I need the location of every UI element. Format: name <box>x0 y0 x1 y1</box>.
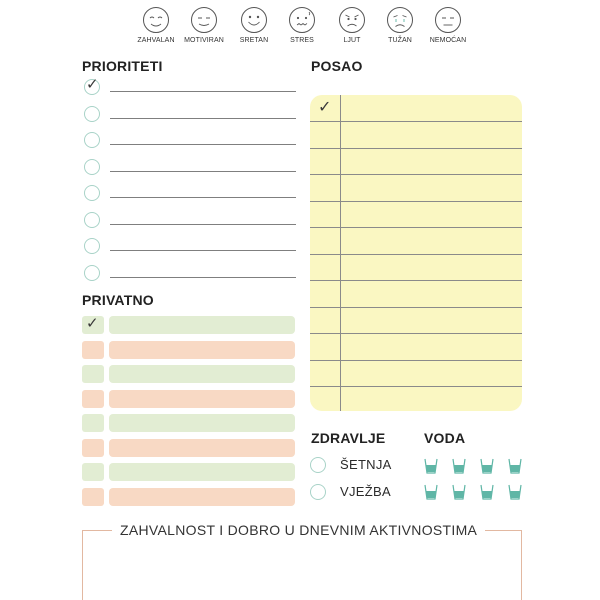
checkbox-circle[interactable] <box>84 106 100 122</box>
margin-line <box>340 95 341 411</box>
ruled-line <box>310 148 522 149</box>
water-glass-icon[interactable] <box>508 458 522 474</box>
mood-happy[interactable] <box>230 6 278 44</box>
mood-label: NEMOĆAN <box>429 37 467 44</box>
zdravlje-heading: ZDRAVLJE <box>311 430 386 446</box>
priority-item[interactable] <box>84 211 296 229</box>
checkmark-icon: ✓ <box>86 75 99 93</box>
priority-item[interactable] <box>84 158 296 176</box>
priority-item[interactable] <box>84 184 296 202</box>
helpless-face-icon <box>434 6 462 34</box>
write-line[interactable] <box>110 250 296 251</box>
write-field[interactable] <box>109 365 295 383</box>
checkbox-square[interactable] <box>82 341 104 359</box>
write-line[interactable] <box>110 277 296 278</box>
private-item[interactable] <box>82 365 295 383</box>
write-field[interactable] <box>109 316 295 334</box>
voda-heading: VODA <box>424 430 466 446</box>
ruled-line <box>310 201 522 202</box>
mood-label: MOTIVIRAN <box>184 37 224 44</box>
health-item-exercise[interactable] <box>310 483 420 501</box>
write-line[interactable] <box>110 144 296 145</box>
grateful-face-icon <box>142 6 170 34</box>
health-item-label: VJEŽBA <box>340 484 391 499</box>
checkbox-square[interactable] <box>82 439 104 457</box>
private-item[interactable] <box>82 488 295 506</box>
checkbox-square[interactable] <box>82 463 104 481</box>
priority-item[interactable] <box>84 264 296 282</box>
mood-label: ZAHVALAN <box>137 37 175 44</box>
mood-helpless[interactable] <box>424 6 472 44</box>
prioriteti-heading: PRIORITETI <box>82 58 163 74</box>
checkbox-circle[interactable] <box>84 212 100 228</box>
mood-motivated[interactable] <box>180 6 228 44</box>
privatno-heading: PRIVATNO <box>82 292 154 308</box>
write-field[interactable] <box>109 341 295 359</box>
angry-face-icon <box>338 6 366 34</box>
write-line[interactable] <box>110 197 296 198</box>
checkbox-circle[interactable] <box>84 185 100 201</box>
write-field[interactable] <box>109 439 295 457</box>
motivated-face-icon <box>190 6 218 34</box>
water-glass-icon[interactable] <box>480 458 494 474</box>
gratitude-title: ZAHVALNOST I DOBRO U DNEVNIM AKTIVNOSTIMA <box>112 522 485 538</box>
private-item[interactable] <box>82 463 295 481</box>
ruled-line <box>310 280 522 281</box>
ruled-line <box>310 307 522 308</box>
mood-label: TUŽAN <box>388 37 412 44</box>
write-field[interactable] <box>109 414 295 432</box>
write-field[interactable] <box>109 488 295 506</box>
water-glass-icon[interactable] <box>424 484 438 500</box>
checkbox-circle[interactable] <box>84 132 100 148</box>
private-item[interactable] <box>82 341 295 359</box>
happy-face-icon <box>240 6 268 34</box>
posao-notepad[interactable] <box>310 95 522 411</box>
private-item[interactable] <box>82 414 295 432</box>
checkbox-circle[interactable] <box>310 484 326 500</box>
write-line[interactable] <box>110 91 296 92</box>
mood-tracker <box>132 6 472 50</box>
water-glass-icon[interactable] <box>424 458 438 474</box>
health-item-label: ŠETNJA <box>340 457 392 472</box>
checkbox-circle[interactable] <box>84 265 100 281</box>
ruled-line <box>310 254 522 255</box>
ruled-line <box>310 174 522 175</box>
private-item[interactable] <box>82 390 295 408</box>
mood-label: LJUT <box>343 37 361 44</box>
health-item-walk[interactable] <box>310 456 420 474</box>
water-glass-icon[interactable] <box>480 484 494 500</box>
mood-sad[interactable] <box>376 6 424 44</box>
write-line[interactable] <box>110 171 296 172</box>
priority-item[interactable] <box>84 75 296 96</box>
mood-grateful[interactable] <box>132 6 180 44</box>
sad-face-icon <box>386 6 414 34</box>
write-field[interactable] <box>109 463 295 481</box>
water-glass-icon[interactable] <box>508 484 522 500</box>
water-glass-icon[interactable] <box>452 484 466 500</box>
private-item[interactable] <box>82 439 295 457</box>
checkmark-icon: ✓ <box>86 314 99 332</box>
mood-stressed[interactable] <box>278 6 326 44</box>
ruled-line <box>310 360 522 361</box>
gratitude-box[interactable] <box>82 530 522 600</box>
checkbox-circle[interactable] <box>310 457 326 473</box>
stressed-face-icon <box>288 6 316 34</box>
priority-item[interactable] <box>84 105 296 123</box>
water-glass-icon[interactable] <box>452 458 466 474</box>
checkbox-square[interactable] <box>82 365 104 383</box>
write-field[interactable] <box>109 390 295 408</box>
checkbox-square[interactable] <box>82 414 104 432</box>
ruled-line <box>310 333 522 334</box>
priority-item[interactable] <box>84 131 296 149</box>
checkbox-circle[interactable] <box>84 159 100 175</box>
posao-heading: POSAO <box>311 58 363 74</box>
mood-label: STRES <box>290 37 314 44</box>
checkmark-icon: ✓ <box>318 97 332 116</box>
ruled-line <box>310 121 522 122</box>
priority-item[interactable] <box>84 237 296 255</box>
ruled-line <box>310 227 522 228</box>
write-line[interactable] <box>110 224 296 225</box>
mood-angry[interactable] <box>328 6 376 44</box>
checkbox-square[interactable] <box>82 488 104 506</box>
mood-label: SRETAN <box>239 37 269 44</box>
checkbox-circle[interactable] <box>84 238 100 254</box>
write-line[interactable] <box>110 118 296 119</box>
ruled-line <box>310 386 522 387</box>
private-item[interactable] <box>82 316 295 334</box>
checkbox-square[interactable] <box>82 390 104 408</box>
